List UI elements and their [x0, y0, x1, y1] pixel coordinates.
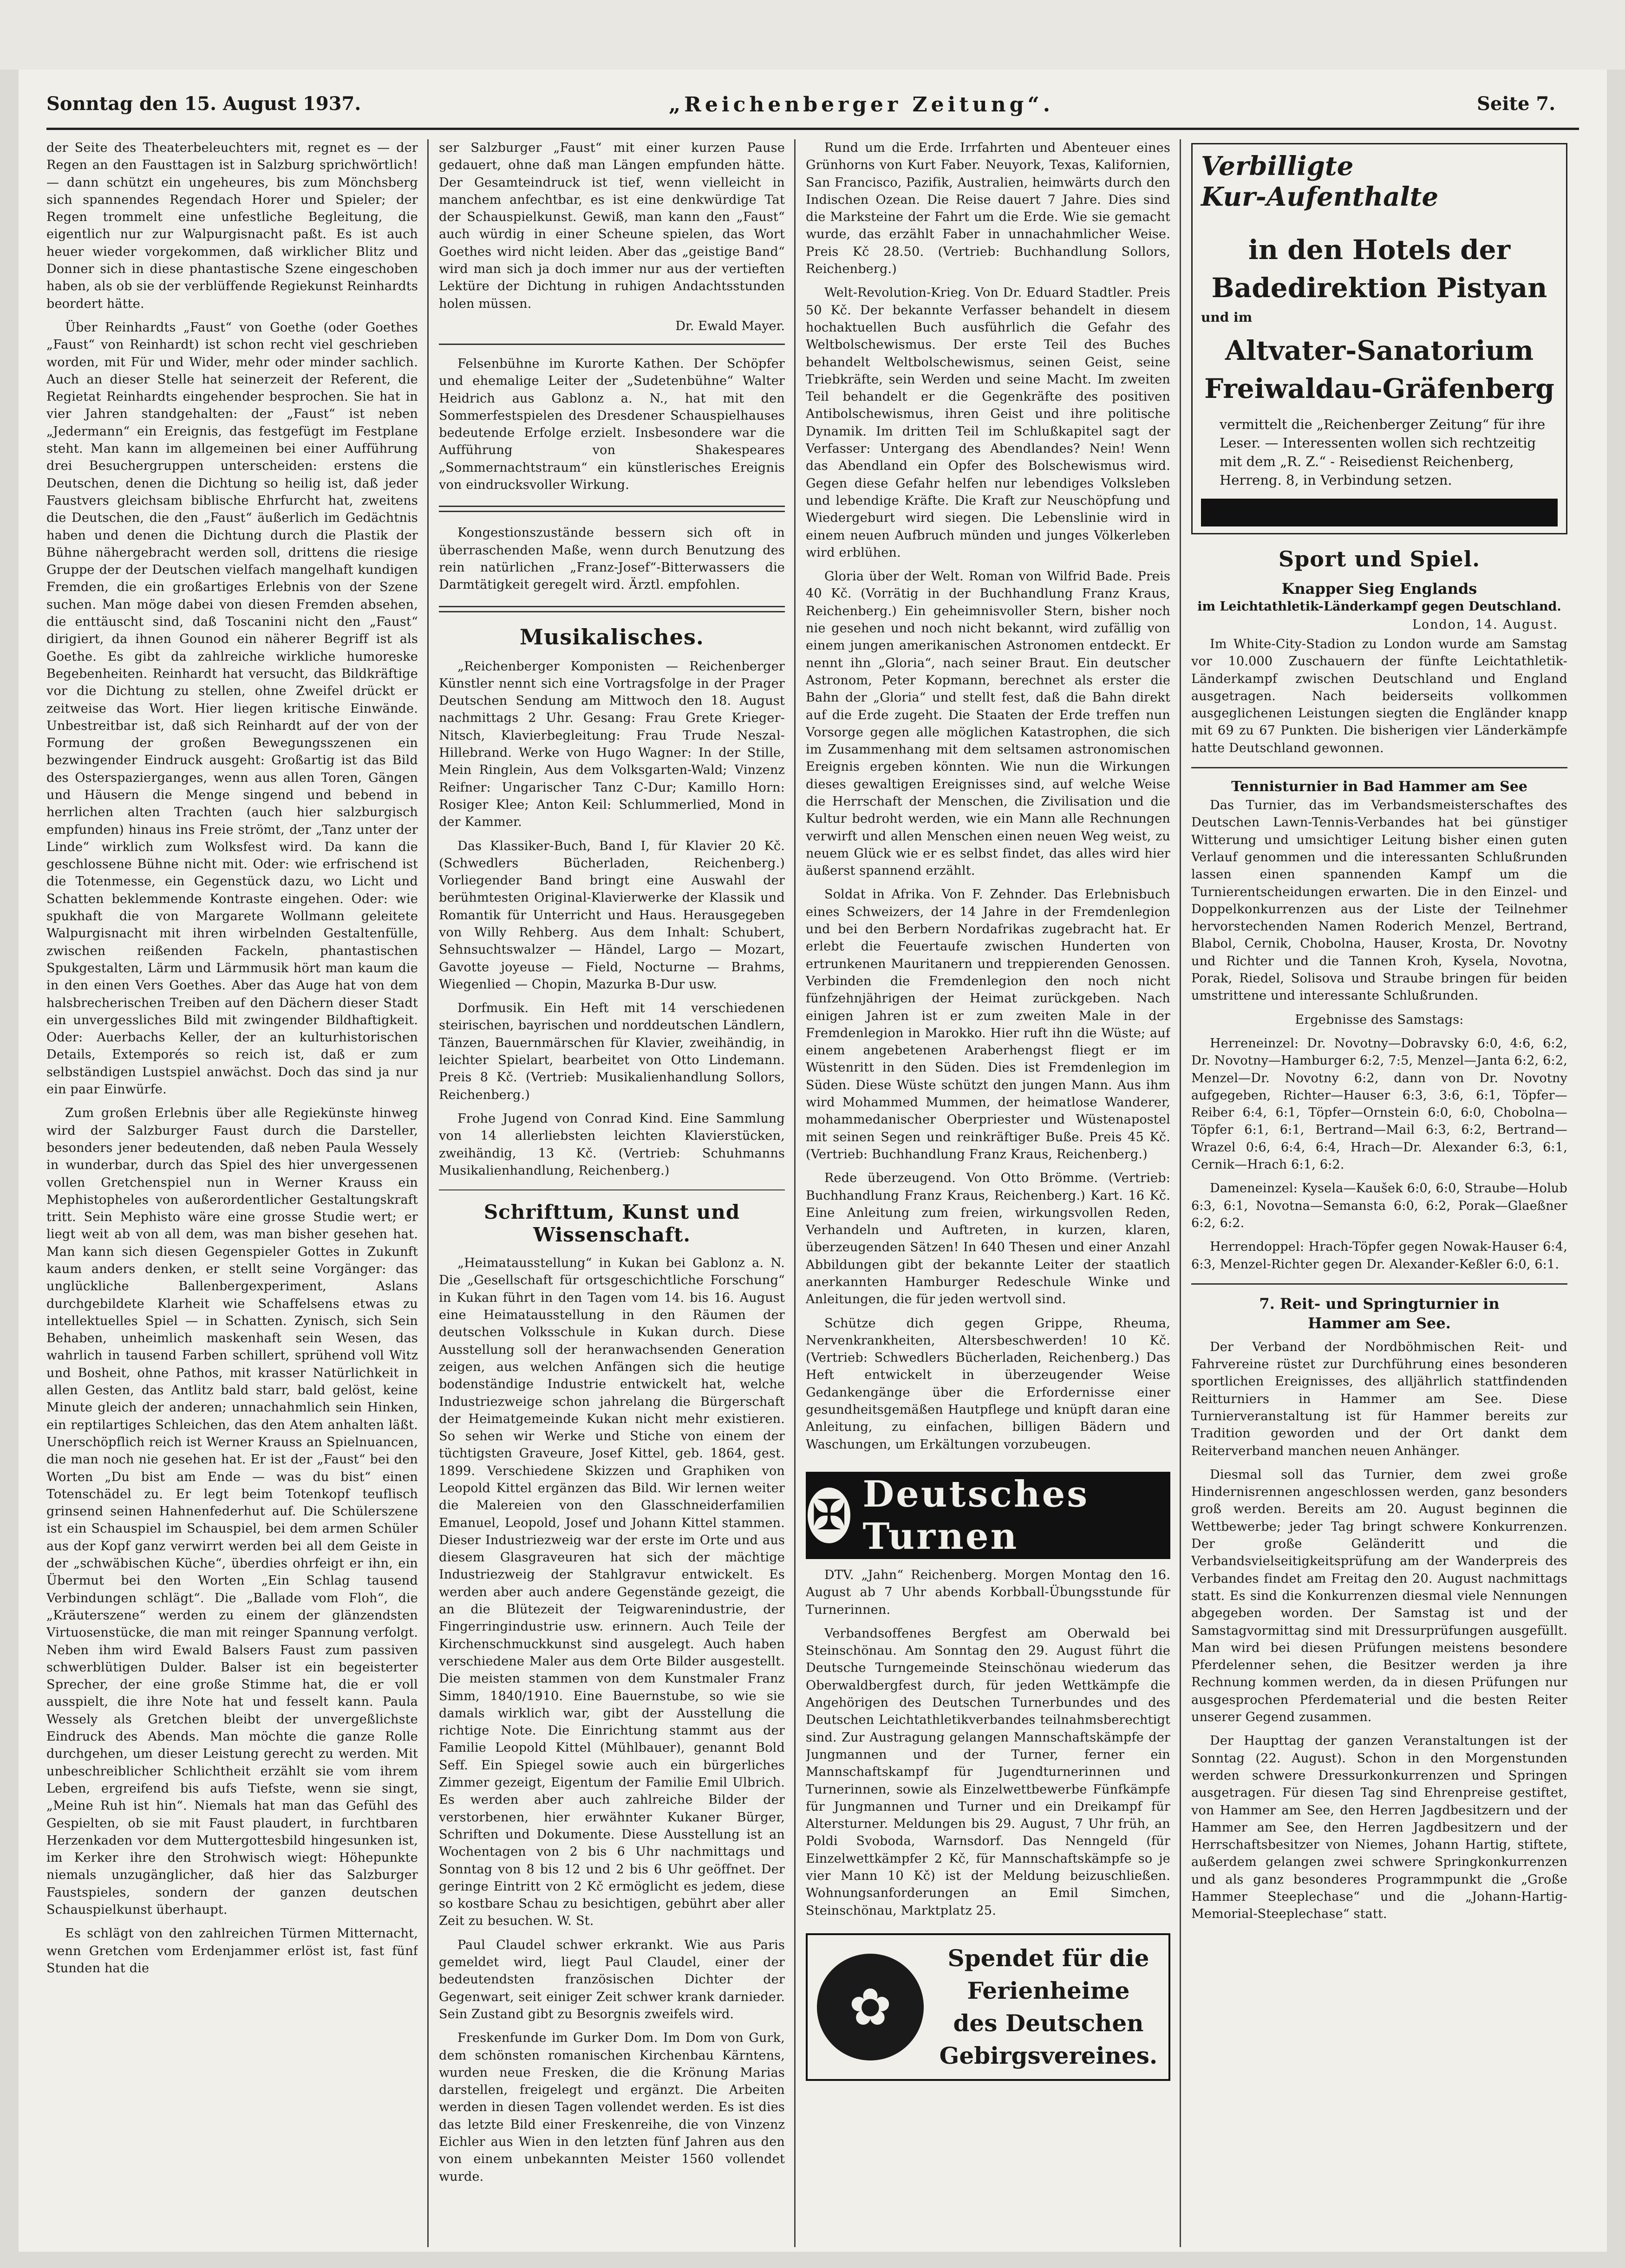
column-1 — [46, 139, 418, 2256]
ad-frame-top — [439, 506, 785, 512]
spende-ad — [806, 1933, 1170, 2081]
ad-headline: Altvater-Sanatorium — [1225, 335, 1534, 366]
ad-script-line: Verbilligte — [1201, 151, 1354, 182]
ad-headline: Freiwaldau-Gräfenberg — [1204, 373, 1554, 404]
header-date: Sonntag den 15. August 1937. — [46, 93, 361, 115]
news-item: Paul Claudel schwer erkrankt. Wie aus Paris gemeldet wird, liegt Paul Claudel, einer der bedeutendsten französischen Dichter der Gegenwart, seit einiger Zeit schwer krank darnieder. Sein Zustand gibt zu Besorgnis zweifels wird. — [439, 1937, 785, 2021]
news-item: Der Haupttag der ganzen Veranstaltungen ist der Sonntag (22. August). Schon in den Morgenstunden werden schwere Dressurkonkurrenzen und Springen ausgetragen. Für diesen Tag sind Ehrenpreise gestiftet, von Hammer am See, den Herren Jagdbesitzern und der Hammer am See, den Herren Jagdbesitzern und der Herrschaftsbesitzer von Niemes, Johann Hartig, stiftete, außerdem gelangen zwei schwere Springkonkurrenzen und als ganz besonderes Programmpunkt die „Große Hammer Steeplechase“ und die „Johann-Hartig-Memorial-Steeplechase“ statt. — [1191, 1734, 1567, 1922]
separator — [1191, 767, 1567, 768]
separator — [439, 344, 785, 345]
subheading-reitturnier: 7. Reit- und Springturnier in — [1259, 1294, 1500, 1313]
subheading: Knapper Sieg Englands — [1281, 580, 1477, 598]
article-paragraph: ser Salzburger „Faust“ mit einer kurzen Pause gedauert, ohne daß man Längen empfunden hätte. Der Gesamteindruck ist tief, wenn vielleicht in manchem anfechtbar, es ist eine denkwürdige Tat der Schauspielkunst. Gewiß, man kann den „Faust“ auch würdig in einer Scheune spielen, das Wort Goethes wird nicht leiden. Aber das „geistige Band“ wird man sich ja doch immer nur aus der vertieften Lektüre der Dichtung in ruhigen Andachtsstunden holen müssen. — [439, 141, 785, 311]
section-heading-schrifttum: Schrifttum, Kunst und Wissenschaft. — [483, 1201, 740, 1247]
header-page-number: Seite 7. — [1477, 93, 1556, 115]
book-review: Rund um die Erde. Irrfahrten und Abenteuer eines Grünhorns von Kurt Faber. Neuyork, Texas, Kalifornien, San Francisco, Pazifik, Australien, heimwärts durch den Indischen Ozean. Die Reise dauert 7 Jahre. Dies sind die Marksteine der Fahrt um die Erde. Wie sie gemacht wurde, das erzählt Faber in unnachahmlicher Weise. Preis Kč 28.50. (Vertrieb: Buchhandlung Sollors, Reichenberg.) — [806, 141, 1170, 277]
news-item: Im White-City-Stadion zu London wurde am Samstag vor 10.000 Zuschauern der fünfte Leichtathletik-Länderkampf zwischen Deutschland und England ausgetragen. Nach beiderseits vollkommen ausgeglichenen Leistungen siegten die Engländer knapp mit 69 zu 67 Punkten. Die bisherigen vier Länderkämpfe hatte Deutschland gewonnen. — [1191, 637, 1567, 755]
news-item: Das Klassiker-Buch, Band I, für Klavier 20 Kč. (Schwedlers Bücherladen, Reichenberg.) Vorliegender Band bringt eine Auswahl der berühmtesten Original-Klavierwerke der Klassik und Romantik für Unterricht und Haus. Herausgegeben von Willy Rehberg. Aus dem Inhalt: Schubert, Sehnsuchtswalzer — Händel, Largo — Mozart, Gavotte joyeuse — Field, Nocturne — Brahms, Wiegenlied — Chopin, Mazurka B-Dur usw. — [439, 838, 785, 992]
spende-line: Spendet für die — [947, 1944, 1149, 1972]
news-item: Dorfmusik. Ein Heft mit 14 verschiedenen steirischen, bayrischen und norddeutschen Ländlern, Tänzen, Bauernmärschen für Klavier, zweihändig, in leichter Spielart, bearbeitet von Otto Lindemann. Preis 8 Kč. (Vertrieb: Musikalienhandlung Sollors, Reichenberg.) — [439, 1001, 785, 1102]
spende-line: Gebirgsvereines. — [939, 2041, 1158, 2069]
column-3 — [806, 139, 1170, 2256]
subheading-tennis: Tennisturnier in Bad Hammer am See — [1231, 779, 1527, 795]
news-item: Der Verband der Nordböhmischen Reit- und Fahrvereine rüstet zur Durchführung eines besonderen sportlichen Ereignisses, des alljährlich stattfindenden Reitturniers in Hammer am See. Diese Turnierveranstaltung ist für Hammer bereits zur Tradition geworden und der Ort dankt dem Reiterverband manchen neuen Anhänger. — [1191, 1339, 1567, 1458]
news-item: „Heimatausstellung“ in Kukan bei Gablonz a. N. Die „Gesellschaft für ortsgeschichtliche Forschung“ in Kukan führt in den Tagen vom 14. bis 16. August eine Heimatausstellung in den Räumen der deutschen Volksschule in Kukan durch. Diese Ausstellung soll der heranwachsenden Generation zeigen, aus welchen Anfängen sich die heutige bodenständige Industrie entwickelt hat, welche Industriezweige schon jahrelang die Bürgerschaft der Heimatgemeinde Kukan nicht mehr existieren. So sehen wir Werke und Stiche von einem der tüchtigsten Graveure, Josef Kittel, geb. 1864, gest. 1899. Verschiedene Skizzen und Graphiken von Leopold Kittel ergänzen das Bild. Wir lernen weiter die Malereien von den Glasschneiderfamilien Emanuel, Leopold, Josef und Johann Kittel stammen. Dieser Industriezweig war der erste im Orte und aus diesem Glasgraveuren hat sich der mächtige Industriezweig der Stahlgravur entwickelt. Es werden aber auch andere Gegenstände gezeigt, die an die Blütezeit der Teigwarenindustrie, der Fingerringindustrie usw. erinnern. Auch Teile der Kirchenschmuckkunst sind ausgelegt. Auch haben verschiedene Maler aus dem Orte Bilder ausgestellt. Die meisten stammen von dem Kunstmaler Franz Simm, 1840/1910. Eine Bauernstube, so wie sie damals wirklich war, gibt der Ausstellung die richtige Note. Die Einrichtung stammt aus der Familie Leopold Kittel (Mühlbauer), genannt Bold Seff. Ein Spiegel sowie auch ein bürgerliches Zimmer gezeigt, Eigentum der Familie Emil Ulbrich. Es werden aber auch zahlreiche Bilder der verstorbenen, hier erwähnter Kukaner Bürger, Schriften und Dokumente. Diese Ausstellung ist an Wochentagen von 2 bis 6 Uhr nachmittags und Sonntag von 8 bis 12 und 2 bis 6 Uhr geöffnet. Der geringe Eintritt von 2 Kč ermöglicht es jedem, diese so kostbare Schau zu besichtigen, gebührt aber aller Zeit zu besuchen. W. St. — [439, 1256, 785, 1929]
separator — [439, 1189, 785, 1190]
ad-black-bar — [1201, 499, 1558, 526]
kur-aufenthalte-ad — [1191, 143, 1567, 534]
results: Dameneinzel: Kysela—Kaušek 6:0, 6:0, Straube—Holub 6:3, 6:1, Novotna—Semansta 6:0, 6:2, Porak—Glaeßner 6:2, 6:2. — [1191, 1181, 1567, 1230]
article-paragraph: der Seite des Theaterbeleuchters mit, regnet es — der Regen an den Fausttagen ist in Salzburg sprichwörtlich! — dann schützt ein ungeheures, bis zum Mönchsberg sich spannendes Regendach Horer und Spieler; der Regen trommelt eine unfestliche Begleitung, die eigentlich nur zur Walpurgisnacht paßt. Es ist auch heuer wieder vorgekommen, daß wirklicher Blitz und Donner sich in diese phantastische Szene eingeschoben haben, als ob sie der verblüffende Regiekunst Reinhardts beordert hätte. — [46, 141, 418, 311]
ad-note: vermittelt die „Reichenberger Zeitung“ für ihre Leser. — Interessenten wollen sich rechtzeitig mit dem „R. Z.“ - Reisedienst Reichenberg, Herreng. 8, in Verbindung setzen. — [1220, 416, 1546, 488]
results: Herrendoppel: Hrach-Töpfer gegen Nowak-Hauser 6:4, 6:3, Menzel-Richter gegen Dr. Alexander-Keßler 6:0, 6:1. — [1191, 1240, 1567, 1272]
column-rule-3 — [1180, 139, 1181, 2247]
ad-franz-josef: Kongestionszustände bessern sich oft in überraschenden Maße, wenn durch Benutzung des rein natürlichen „Franz-Josef“-Bitterwassers die Darmtätigkeit geregelt wird. Ärztl. empfohlen. — [439, 526, 785, 592]
news-item: „Reichenberger Komponisten — Reichenberger Künstler nennt sich eine Vortragsfolge in der Prager Deutschen Sendung am Mittwoch den 18. August nachmittags 2 Uhr. Gesang: Frau Grete Krieger-Nitsch, Klavierbegleitung: Frau Trude Neszal-Hillebrand. Werke von Hugo Wagner: In der Stille, Mein Ringlein, Aus dem Volksgarten-Wald; Vinzenz Reifner: Ungarischer Tanz C-Dur; Kamillo Horn: Rosiger Klee; Anton Keil: Schlummerlied, Mond in der Kammer. — [439, 659, 785, 830]
results-label: Ergebnisse des Samstags: — [1295, 1012, 1464, 1027]
ad-script-line: Kur-Aufenthalte — [1201, 182, 1439, 212]
news-item: Diesmal soll das Turnier, dem zwei große Hindernisrennen angeschlossen werden, ganz besonders groß werden. Bereits am 20. August beginnen die Wettbewerbe; jeder Tag bringt schwere Konkurrenzen. Der große Geländeritt und die Verbandsvielseitigkeitsprüfung am der Wanderpreis des Verbandes findet am Freitag den 20. August nachmittags statt. Es sind die Konkurrenzen diesmal viele Nennungen abgegeben worden. Der Samstag ist und der Samstagvormittag sind mit Dressurprüfungen ausgefüllt. Man wird bei diesen Prüfungen meistens besondere Pferdelenner sehen, die Besitzer werden ja ihre Rechnung kommen werden, da in diesen Prüfungen nur ausgesprochen Pferdematerial und die besten Reiter unserer Gegend zusammen. — [1191, 1467, 1567, 1725]
book-review: Rede überzeugend. Von Otto Brömme. (Vertrieb: Buchhandlung Franz Kraus, Reichenberg.) Kart. 16 Kč. Eine Anleitung zum freien, wirkungsvollen Reden, Verhandeln und Auftreten, in kurzen, klaren, überzeugenden Sätzen! In 640 Thesen und einer Anzahl Abbildungen gibt der bekannte Leiter der staatlich anerkannten Hamburger Redeschule Winke und Anleitungen, die für jeden wertvoll sind. — [806, 1171, 1170, 1307]
section-heading-musik: Musikalisches. — [520, 624, 704, 650]
article-byline: Dr. Ewald Mayer. — [675, 318, 785, 333]
column-2 — [439, 139, 785, 2256]
turner-cross-icon: ✠ — [808, 1488, 850, 1543]
news-item: Frohe Jugend von Conrad Kind. Eine Sammlung von 14 allerliebsten leichten Klavierstücken, zweihändig, 13 Kč. (Vertrieb: Schuhmanns Musikalienhandlung, Reichenberg.) — [439, 1111, 785, 1178]
spende-line: Ferienheime — [967, 1976, 1130, 2004]
spende-text — [938, 1942, 1159, 2072]
header-rule — [46, 128, 1579, 130]
ad-connector: und im — [1201, 310, 1253, 325]
article-paragraph: Es schlägt von den zahlreichen Türmen Mitternacht, wenn Gretchen vom Erdenjammer erlöst ist, fast fünf Stunden hat die — [46, 1926, 418, 1976]
news-item-felsenbuehne: Felsenbühne im Kurorte Kathen. Der Schöpfer und ehemalige Leiter der „Sudetenbühne“ Walter Heidrich aus Gablonz a. N., hat mit den Sommerfestspielen des Dresdener Schauspielhauses bedeutende Erfolge erzielt. Insbesondere war die Aufführung von Shakespeares „Sommernachtstraum“ ein künstlerisches Ereignis von eindrucksvoller Wirkung. — [439, 356, 785, 493]
column-rule-1 — [427, 139, 429, 2247]
ad-frame-bottom — [439, 606, 785, 612]
book-review: Schütze dich gegen Grippe, Rheuma, Nervenkrankheiten, Altersbeschwerden! 10 Kč. (Vertrieb: Schwedlers Bücherladen, Reichenberg.) Das Heft entwickelt in überzeugender Weise Gedankengänge über die Erfordernisse einer gesundheitsgemäßen Hautpflege und knüpft daran eine Anleitung, zu einfachen, billigen Bädern und Waschungen, um Erkältungen vorzubeugen. — [806, 1316, 1170, 1452]
scan-top-margin — [0, 0, 1625, 70]
news-item: Verbandsoffenes Bergfest am Oberwald bei Steinschönau. Am Sonntag den 29. August führt die Deutsche Turngemeinde Steinschönau wiederum das Oberwaldbergfest durch, für jeden Wettkämpfe die Angehörigen des Deutschen Turnerbundes und des Deutschen Leichtathletikverbandes teilnahmsberechtigt sind. Zur Austragung gelangen Mannschaftskämpfe der Jungmannen und der Turner, ferner ein Mannschaftskampf für Jugendturnerinnen und Turnerinnen, sowie als Einzelwettbewerbe Fünfkämpfe für Jungmannen und Turner und ein Dreikampf für Altersturner. Meldungen bis 29. August, 7 Uhr früh, an Poldi Svoboda, Warnsdorf. Das Nenngeld (für Einzelwettkämpfer 2 Kč, für Mannschaftskämpfe so je vier Mann 10 Kč) ist der Meldung beizuschließen. Wohnungsanforderungen an Emil Simchen, Steinschönau, Marktplatz 25. — [806, 1626, 1170, 1918]
article-paragraph: Zum großen Erlebnis über alle Regiekünste hinweg wird der Salzburger Faust durch die Darsteller, besonders jener bedeutenden, daß neben Paula Wessely in wunderbar, durch das Spiel des hier unvergessenen vollen Gretchenspiel nun in Werner Krauss ein Mephistopheles von außerordentlicher Gestaltungskraft tritt. Sein Mephisto wäre eine grosse Studie wert; er liegt weit ab von all dem, was man bisher gesehen hat. Man kann sich diesen Gegenspieler Gottes in Zukunft kaum anders denken, er stellt seine Vorgänger: das unglückliche Ballenbergexperiment, Aslans durchgebildete Klarheit wie Schaffelsens etwas zu intellektuelles Spiel — in Schatten. Zynisch, sich Sein Behaben, unheimlich maskenhaft sein Wesen, das wahrlich in tausend Farben schillert, sprühend voll Witz und Bosheit, ohne Pathos, mit krasser Natürlichkeit in allen Gesten, das Antlitz bald starr, bald gelöst, keine Minute gleich der anderen; unnachahmlich sein Hinken, ein reptilartiges Schleichen, das den Atem anhalten läßt. Unerschöpflich reich ist Werner Krauss an Spielnuancen, die man noch nie gesehen hat. Er ist der „Faust“ bei den Worten „Du bist am Ende — was du bist“ einen Totenschädel zu. Er legt beim Totenkopf teuflisch grinsend seinen Hahnenfederhut auf. Die Schülerszene ist ein Schauspiel im Schauspiel, bei dem armen Schüler aus der Kopf ganz verwirrt werden bei all dem Geiste in der „schwäbischen Küche“, überdies ohrfeigt er ihn, ein Übermut bei den Worten „Ein Schlag tausend Verbindungen schlägt“. Die „Ballade vom Floh“, die „Kräuterszene“ werden zu einem der glänzendsten Virtuosenstücke, die man mit reinger Spannung verfolgt. Neben ihm wird Ewald Balsers Faust zum passiven schwerblütigen Dulder. Balser ist ein begeisterter Sprecher, der eine große Stimme hat, die er voll ausspielt, die ihre Note hat und fesselt kann. Paula Wessely als Gretchen bleibt der unvergeßlichste Eindruck des Abends. Man möchte die ganze Rolle durchgehen, um dieser Leistung gerecht zu werden. Mit unbeschreiblicher Schlichtheit erzählt sie vom ihrem Leben, ergreifend bis aufs Tiefste, wenn sie singt, „Meine Ruh ist hin“. Niemals hat man das Gefühl des Gespielten, ob sie mit Faust plaudert, in furchtbaren Herzenkaden vor dem Muttergottesbild hingesunken ist, im Kerker ihre den Strohwisch wiegt: Höhepunkte niemals unzugänglicher, daß hier das Salzburger Faustspieles, sondern der ganzen deutschen Schauspielkunst überhaupt. — [46, 1106, 418, 1917]
results: Herreneinzel: Dr. Novotny—Dobravsky 6:0, 4:6, 6:2, Dr. Novotny—Hamburger 6:2, 7:5, Menzel—Janta 6:2, 6:2, Menzel—Dr. Novotny 6:2, dann von Dr. Novotny aufgegeben, Richter—Hauser 6:3, 3:6, 6:1, Töpfer—Reiber 6:4, 6:1, Töpfer—Ornstein 6:0, 6:0, Chobolna—Töpfer 6:1, 6:1, Bertrand—Mail 6:3, 6:2, Bertrand—Wrazel 0:6, 6:4, 6:4, Hrach—Dr. Alexander 6:3, 6:1, Cernik—Hrach 6:1, 6:2. — [1191, 1036, 1567, 1172]
book-review: Gloria über der Welt. Roman von Wilfrid Bade. Preis 40 Kč. (Vorrätig in der Buchhandlung Franz Kraus, Reichenberg.) Ein geheimnisvoller Stern, bisher noch nie gesehen und noch nicht bekannt, wird zufällig von einem jungen amerikanischen Astronomen entdeckt. Er nennt ihn „Gloria“, nach seiner Braut. Ein deutscher Astronom, Peter Kopmann, berechnet als erster die Bahn der „Gloria“ und stellt fest, daß die Bahn direkt auf die Erde zugeht. Die Staaten der Erde treffen nun Vorsorge gegen alle möglichen Katastrophen, die sich im Zusammenhang mit dem seltsamen astronomischen Ereignis ergeben könnten. Wie nun die Wirkungen dieses gewaltigen Ereignisses sind, auf welche Weise die Herrschaft der Menschen, die Zivilisation und die Kultur bedroht werden, wie ein Mann alle Rechnungen verwirft und allen Menschen einen neuen Weg weist, zu neuem Glück wie er es selbst findet, das alles wird hier äußerst spannend erzählt. — [806, 569, 1170, 878]
header-paper-name: „Reichenberger Zeitung“. — [669, 93, 1054, 117]
book-review: Soldat in Afrika. Von F. Zehnder. Das Erlebnisbuch eines Schweizers, der 14 Jahre in der Fremdenlegion und bei den Berbern Nordafrikas zugebracht hat. Er erlebt die Feuertaufe zwischen Hunderten von ertrunkenen Mauritanern und treppierenden Genossen. Verbinden die Fremdenlegion den noch nicht fünfzehnjährigen der Heimat zurückgeben. Nach einigen Jahren ist er zum zweiten Male in der Fremdenlegion in Marokko. Hier ruft ihn die Wüste; auf einem angebetenen Araberhengst fliegt er im Wüstenritt in den Süden. Dies ist Fremdenlegion im Süden. Diese Wüste schützt den jungen Mann. Aus ihm wird Mohammed Mummen, der heimatlose Wanderer, mohammedanischer Oberpriester und Wüstenapostel mit seinen Segen und reinkräftiger Buße. Preis 45 Kč. (Vertrieb: Buchhandlung Franz Kraus, Reichenberg.) — [806, 887, 1170, 1162]
book-review: Welt-Revolution-Krieg. Von Dr. Eduard Stadtler. Preis 50 Kč. Der bekannte Verfasser behandelt in diesem hochaktuellen Buch ausführlich die Gefahr des Weltbolschewismus. Der erste Teil des Buches behandelt Weltbolschewismus, seinen Geist, seine Triebkräfte, sein Werden und seine Macht. Im zweiten Teil behandelt er die Gegenkräfte des positiven Antibolschewismus, ihren Geist und ihre politische Dynamik. Im dritten Teil im Schlußkapitel sagt der Verfasser: Untergang des Abendlandes? Nein! Wenn das Abendland ein Opfer des Bolschewismus wird. Gegen diese Gefahr helfen nur lebendiges Volksleben und lebendige Kräfte. Die Kraft zur Neuschöpfung und Wiedergeburt wird siegen. Die Lebenslinie wird in einem neuen Aufbruch münden und junges Völkerleben wird erblühen. — [806, 286, 1170, 560]
edelweiss-icon: ✿ — [817, 1954, 924, 2060]
subheading: im Leichtathletik-Länderkampf gegen Deutschland. — [1197, 599, 1561, 614]
news-item: Das Turnier, das im Verbandsmeisterschaftes des Deutschen Lawn-Tennis-Verbandes hat bei günstiger Witterung und umsichtiger Leitung bisher einen guten Verlauf genommen und die interessanten Schlußrunden lassen einen spannenden Kampf um die Turnierentscheidungen erwarten. Die in den Einzel- und Doppelkonkurrenzen aus der Liste der Teilnehmer hervorstechenden Namen Roderich Menzel, Bertrand, Blabol, Cernik, Chobolna, Hauser, Krosta, Dr. Novotny und Richter und die Tannen Kroh, Kysela, Novotna, Porak, Riedel, Solisova und Straube bringen für beiden umstrittene und interessante Schlußrunden. — [1191, 798, 1567, 1003]
ad-headline: in den Hotels der — [1248, 234, 1511, 266]
ad-headline: Badedirektion Pistyan — [1211, 272, 1547, 304]
news-item: DTV. „Jahn“ Reichenberg. Morgen Montag den 16. August ab 7 Uhr abends Korbball-Übungsstunde für Turnerinnen. — [806, 1567, 1170, 1617]
subheading-reitturnier: Hammer am See. — [1308, 1314, 1451, 1332]
banner-title: Deutsches Turnen — [862, 1473, 1090, 1558]
article-paragraph: Über Reinhardts „Faust“ von Goethe (oder Goethes „Faust“ von Reinhardt) ist schon recht viel geschrieben worden, mit Für und Wider, mehr oder minder sachlich. Auch an dieser Stelle hat seinerzeit der Referent, die Regietat Reinhardts eingehender besprochen. Sie hat in vier Jahren standgehalten: der „Faust“ ist neben „Jedermann“ ein Ereignis, das festgefügt im Festplane steht. Man kann im allgemeinen bei einer Aufführung drei Besuchergruppen unterscheiden: erstens die Deutschen, denen die Dichtung so heilig ist, daß jeder Faustvers gleichsam biblische Ehrfurcht hat, zweitens die Deutschen, die den „Faust“ äußerlich im Gedächtnis haben und denen die Dichtung durch die Plastik der Bühne nähergebracht werden soll, drittens die riesige Gruppe der der Deutschen vielfach mangelhaft kundigen Fremden, die ein großartiges Erlebnis von der Szene suchen. Man möge dabei von diesen Fremden absehen, die enttäuscht sind, daß Toscanini nicht den „Faust“ dirigiert, da ihnen Gounod ein näherer Begriff ist als Goethe. Es gibt da zahlreiche wirkliche humoreske Begebenheiten. Reinhardt hat versucht, das Bildkräftige vor die Dichtung zu stellen, ohne Zweifel drückt er zeitweise das Wort. Hier liegen kritische Einwände. Unbestreitbar ist, daß sich Reinhardt auf der von der Formung der großen Bewegungsszenen ein bezwingender Eindruck ausgeht: Großartig ist das Bild des Osterspazierganges, wenn aus allen Toren, Gängen und Häusern die Menge singend und bebend in herrlichen alten Trachten (auch hier salzburgisch empfunden) hinaus ins Freie strömt, der „Tanz unter der Linde“ wirklich zum Wolksfest wird. Da kann die geschlossene Bühne nicht mit. Oder: wie erfrischend ist die Totenmesse, ein Gegenstück dazu, wo Licht und Schatten beklemmende Kontraste eingehen. Oder: wie spukhaft die von Margarete Wollmann geleitete Walpurgisnacht mit ihren wirbelnden Gestaltenfülle, zwischen reißenden Fackeln, phantastischen Spukgestalten, Lärm und Lärmmusik hört man kaum die in den einen Vers Goethes. Aber das Auge hat von dem halsbrecherischen Treiben auf den Dächern dieser Stadt ein unvergessliches Bild mit zwingender Bildhaftigkeit. Oder: Auerbachs Keller, der an kulturhistorischen Details, Extemporés so reich ist, daß er zum selbständigen Lustspiel anwächst. Doch das sind ja nur ein paar Einwürfe. — [46, 320, 418, 1097]
section-heading-sport: Sport und Spiel. — [1278, 546, 1481, 572]
deutsches-turnen-banner — [806, 1472, 1170, 1559]
column-rule-2 — [794, 139, 796, 2247]
dateline: London, 14. August. — [1412, 617, 1558, 632]
spende-line: des Deutschen — [953, 2009, 1144, 2037]
news-item: Freskenfunde im Gurker Dom. Im Dom von Gurk, dem schönsten romanischen Kirchenbau Kärntens, wurden neue Fresken, die die Krönung Marias darstellen, freigelegt und ergänzt. Die Arbeiten werden in diesen Tagen vollendet werden. Es ist dies das letzte Bild einer Freskenreihe, die von Vinzenz Eichler aus Wien in den letzten fünf Jahren aus den von einem unbekannten Meister 1560 vollendet wurde. — [439, 2031, 785, 2184]
separator — [1191, 1283, 1567, 1285]
column-4 — [1191, 139, 1567, 2256]
